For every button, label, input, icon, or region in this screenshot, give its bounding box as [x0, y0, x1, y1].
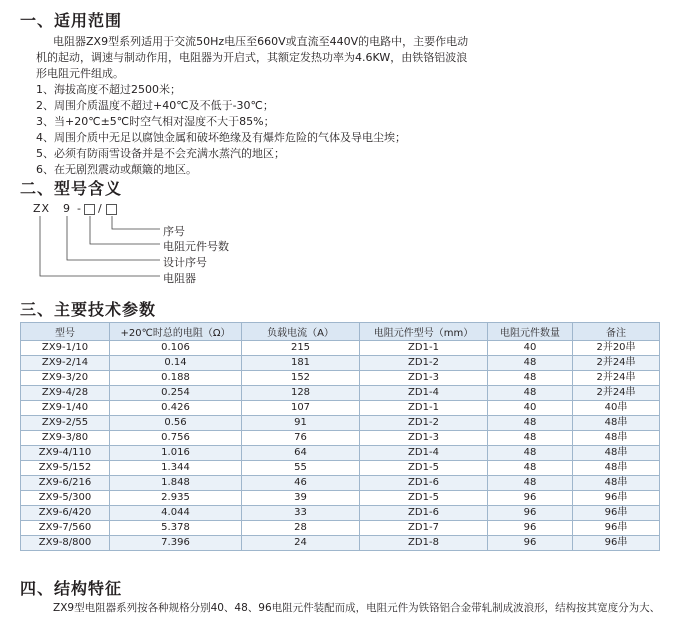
cell-load-current: 28 — [242, 521, 360, 536]
model-slash: / — [98, 202, 103, 215]
table-row — [21, 401, 660, 416]
cell-remark: 48串 — [573, 446, 660, 461]
table-row — [21, 476, 660, 491]
column-header-element-model: 电阻元件型号（mm） — [360, 323, 488, 341]
cell-resistance: 1.344 — [110, 461, 242, 476]
section-1-heading: 一、适用范围 — [20, 11, 123, 30]
cell-remark: 2并24串 — [573, 386, 660, 401]
model-prefix: ZX — [33, 202, 51, 215]
technical-parameters-table — [20, 322, 660, 551]
cell-load-current: 152 — [242, 371, 360, 386]
cell-element-count: 96 — [488, 506, 573, 521]
cell-resistance: 0.756 — [110, 431, 242, 446]
model-dash: - — [77, 202, 82, 215]
condition-item: 5、必须有防雨雪设备并是不会充满水蒸汽的地区； — [36, 147, 285, 160]
cell-remark: 2并24串 — [573, 371, 660, 386]
cell-model: ZX9-2/14 — [21, 356, 110, 371]
condition-item: 6、在无剧烈震动或颠簸的地区。 — [36, 163, 197, 176]
cell-element-model: ZD1-7 — [360, 521, 488, 536]
cell-resistance: 1.848 — [110, 476, 242, 491]
column-header-remark: 备注 — [573, 323, 660, 341]
cell-model: ZX9-6/420 — [21, 506, 110, 521]
condition-item: 3、当+20℃±5℃时空气相对湿度不大于85%； — [36, 115, 275, 128]
cell-resistance: 4.044 — [110, 506, 242, 521]
table-row — [21, 356, 660, 371]
model-series-number: 9 — [63, 202, 71, 215]
table-row — [21, 341, 660, 356]
cell-model: ZX9-3/80 — [21, 431, 110, 446]
cell-resistance: 0.106 — [110, 341, 242, 356]
cell-resistance: 0.254 — [110, 386, 242, 401]
cell-model: ZX9-4/110 — [21, 446, 110, 461]
intro-line-3: 形电阻元件组成。 — [36, 67, 124, 80]
cell-element-count: 48 — [488, 356, 573, 371]
cell-element-count: 48 — [488, 371, 573, 386]
intro-line-2: 机的起动，调速与制动作用，电阻器为开启式，其额定发热功率为4.6KW，由铁铬铝波浪 — [36, 51, 468, 64]
cell-element-model: ZD1-3 — [360, 371, 488, 386]
cell-element-model: ZD1-1 — [360, 341, 488, 356]
condition-item: 1、海拔高度不超过2500米； — [36, 83, 181, 96]
table-row — [21, 491, 660, 506]
cell-resistance: 5.378 — [110, 521, 242, 536]
cell-model: ZX9-1/10 — [21, 341, 110, 356]
table-row — [21, 461, 660, 476]
cell-load-current: 128 — [242, 386, 360, 401]
cell-model: ZX9-6/216 — [21, 476, 110, 491]
cell-element-count: 48 — [488, 476, 573, 491]
table-row — [21, 431, 660, 446]
cell-load-current: 24 — [242, 536, 360, 551]
label-design-number: 设计序号 — [163, 256, 207, 269]
cell-resistance: 2.935 — [110, 491, 242, 506]
table-row — [21, 371, 660, 386]
table-row — [21, 416, 660, 431]
cell-remark: 40串 — [573, 401, 660, 416]
cell-element-count: 96 — [488, 536, 573, 551]
table-row — [21, 506, 660, 521]
cell-remark: 48串 — [573, 416, 660, 431]
cell-load-current: 76 — [242, 431, 360, 446]
cell-model: ZX9-5/152 — [21, 461, 110, 476]
cell-load-current: 215 — [242, 341, 360, 356]
table-row — [21, 536, 660, 551]
cell-remark: 96串 — [573, 506, 660, 521]
model-leader-lines — [0, 0, 680, 290]
cell-load-current: 39 — [242, 491, 360, 506]
cell-element-model: ZD1-5 — [360, 461, 488, 476]
cell-element-count: 48 — [488, 416, 573, 431]
column-header-load-current: 负载电流（A） — [242, 323, 360, 341]
table-row — [21, 386, 660, 401]
cell-element-model: ZD1-2 — [360, 416, 488, 431]
cell-element-model: ZD1-4 — [360, 446, 488, 461]
cell-remark: 2并24串 — [573, 356, 660, 371]
cell-load-current: 91 — [242, 416, 360, 431]
cell-element-count: 96 — [488, 491, 573, 506]
cell-element-count: 96 — [488, 521, 573, 536]
cell-element-model: ZD1-2 — [360, 356, 488, 371]
cell-resistance: 0.56 — [110, 416, 242, 431]
cell-element-count: 48 — [488, 461, 573, 476]
cell-remark: 96串 — [573, 491, 660, 506]
cell-load-current: 107 — [242, 401, 360, 416]
cell-element-model: ZD1-3 — [360, 431, 488, 446]
column-header-model: 型号 — [21, 323, 110, 341]
condition-item: 2、周围介质温度不超过+40℃及不低于-30℃； — [36, 99, 274, 112]
cell-model: ZX9-4/28 — [21, 386, 110, 401]
cell-element-count: 40 — [488, 341, 573, 356]
section-4-heading: 四、结构特征 — [20, 579, 123, 598]
cell-model: ZX9-3/20 — [21, 371, 110, 386]
cell-element-count: 48 — [488, 386, 573, 401]
cell-load-current: 55 — [242, 461, 360, 476]
column-header-element-count: 电阻元件数量 — [488, 323, 573, 341]
section-2-heading: 二、型号含义 — [20, 179, 123, 198]
cell-element-model: ZD1-5 — [360, 491, 488, 506]
cell-resistance: 0.188 — [110, 371, 242, 386]
structure-text: ZX9型电阻器系列按各种规格分别40、48、96电阻元件装配而成，电阻元件为铁铬铝合金带轧制成波浪形，结构按其宽度分为大、 — [53, 602, 661, 614]
table-row — [21, 446, 660, 461]
cell-remark: 96串 — [573, 536, 660, 551]
section-3-heading: 三、主要技术参数 — [20, 300, 157, 319]
cell-element-model: ZD1-6 — [360, 506, 488, 521]
column-header-resistance: +20℃时总的电阻（Ω） — [110, 323, 242, 341]
condition-item: 4、周围介质中无足以腐蚀金属和破坏绝缘及有爆炸危险的气体及导电尘埃； — [36, 131, 406, 144]
cell-remark: 48串 — [573, 461, 660, 476]
cell-model: ZX9-8/800 — [21, 536, 110, 551]
cell-remark: 48串 — [573, 476, 660, 491]
cell-model: ZX9-1/40 — [21, 401, 110, 416]
label-element-number: 电阻元件号数 — [163, 240, 229, 253]
label-resistor: 电阻器 — [163, 272, 196, 285]
cell-element-count: 48 — [488, 446, 573, 461]
cell-load-current: 33 — [242, 506, 360, 521]
cell-element-count: 48 — [488, 431, 573, 446]
cell-model: ZX9-2/55 — [21, 416, 110, 431]
cell-element-model: ZD1-4 — [360, 386, 488, 401]
intro-line-1: 电阻器ZX9型系列适用于交流50Hz电压至660V或直流至440V的电路中，主要作电动 — [53, 35, 469, 48]
cell-load-current: 181 — [242, 356, 360, 371]
cell-element-model: ZD1-6 — [360, 476, 488, 491]
cell-load-current: 46 — [242, 476, 360, 491]
table-header-row — [21, 323, 660, 341]
cell-resistance: 7.396 — [110, 536, 242, 551]
cell-element-model: ZD1-1 — [360, 401, 488, 416]
cell-element-count: 40 — [488, 401, 573, 416]
cell-remark: 96串 — [573, 521, 660, 536]
label-serial-number: 序号 — [163, 225, 185, 238]
cell-remark: 2并20串 — [573, 341, 660, 356]
cell-resistance: 0.426 — [110, 401, 242, 416]
cell-resistance: 1.016 — [110, 446, 242, 461]
cell-element-model: ZD1-8 — [360, 536, 488, 551]
cell-model: ZX9-7/560 — [21, 521, 110, 536]
table-row — [21, 521, 660, 536]
cell-load-current: 64 — [242, 446, 360, 461]
cell-remark: 48串 — [573, 431, 660, 446]
cell-resistance: 0.14 — [110, 356, 242, 371]
cell-model: ZX9-5/300 — [21, 491, 110, 506]
